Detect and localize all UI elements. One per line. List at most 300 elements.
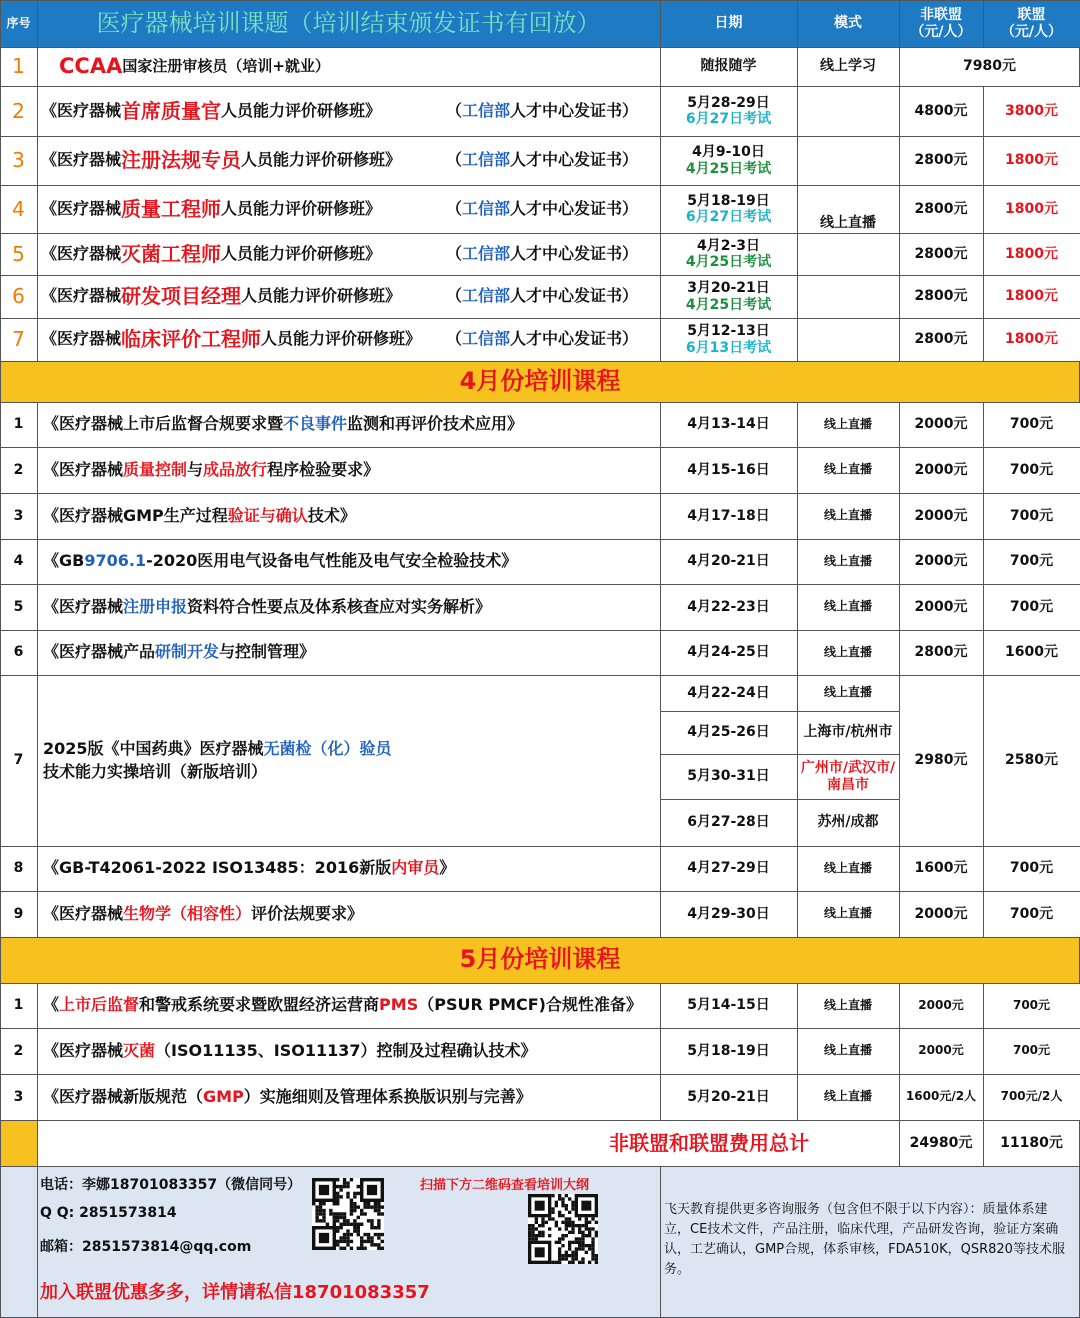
ccaa-date xyxy=(660,47,797,86)
title-part: 《医疗器械 xyxy=(43,459,124,479)
price: 2000元 xyxy=(914,553,968,570)
grid-line xyxy=(983,983,984,1120)
title-part: 》 xyxy=(439,858,456,878)
header-col-nonmember xyxy=(899,0,983,47)
price-nonmember xyxy=(899,185,983,233)
grid-line xyxy=(899,402,900,937)
live-mode-merged xyxy=(797,86,899,361)
row-number xyxy=(0,86,37,136)
course-date xyxy=(660,275,797,318)
mode: 线上直播 xyxy=(823,462,872,477)
session-date xyxy=(660,799,797,846)
date: 5月20-21日 xyxy=(687,1088,770,1105)
header-col-date xyxy=(660,0,797,47)
course-date xyxy=(660,86,797,136)
grid-line xyxy=(0,185,1080,186)
price: 700元 xyxy=(1009,860,1054,877)
course-date xyxy=(660,983,797,1028)
course-date xyxy=(660,447,797,493)
contact-qr-code-icon[interactable] xyxy=(312,1178,384,1250)
date: 4月13-14日 xyxy=(687,416,770,433)
course-mode xyxy=(797,1074,899,1120)
price: 11180元 xyxy=(1000,1134,1063,1151)
price-member xyxy=(983,136,1080,185)
total-spacer xyxy=(0,1120,37,1166)
price-member xyxy=(983,539,1080,584)
date: 4月29-30日 xyxy=(687,905,770,922)
mode: 广州市/武汉市/南昌市 xyxy=(800,760,896,793)
course-title-row7 xyxy=(37,675,660,846)
contact-phone: 电话：李娜18701083357（微信同号） xyxy=(40,1177,302,1193)
date: 5月18-19日 xyxy=(687,192,770,209)
title-highlight: 研发项目经理 xyxy=(121,284,242,308)
row-number xyxy=(0,983,37,1028)
course-title xyxy=(37,630,660,675)
date: 4月9-10日 xyxy=(692,144,765,161)
title-part: 《GB-T42061-2022 ISO13485：2016新版 xyxy=(43,858,392,878)
course-date xyxy=(660,185,797,233)
title-highlight: 临床评价工程师 xyxy=(121,327,262,351)
course-title xyxy=(37,402,660,447)
price: 7980元 xyxy=(963,58,1016,75)
title-part: 技术》 xyxy=(307,505,356,525)
number: 9 xyxy=(13,905,24,922)
price: 1800元 xyxy=(1005,245,1058,262)
grid-line xyxy=(899,47,900,86)
contact-email: 邮箱：2851573814@qq.com xyxy=(40,1239,252,1255)
grid-line xyxy=(660,47,661,86)
date: 4月27-29日 xyxy=(687,860,770,877)
number: 4 xyxy=(13,553,24,570)
title-part: 资料符合性要点及体系核查应对实务解析》 xyxy=(187,596,492,616)
course-title xyxy=(37,1074,660,1120)
course-mode xyxy=(797,402,899,447)
date: 5月14-15日 xyxy=(687,997,770,1014)
price-nonmember xyxy=(899,493,983,539)
price: 700元 xyxy=(1012,1043,1051,1058)
title-prefix: 《医疗器械 xyxy=(41,286,122,306)
title-part: 2025版《中国药典》医疗器械 xyxy=(43,739,264,759)
date: 4月22-23日 xyxy=(687,598,770,615)
title-part: ）实施细则及管理体系换版识别与完善》 xyxy=(243,1086,532,1106)
exam-date: 4月25日考试 xyxy=(685,160,772,177)
grid-line xyxy=(797,86,798,361)
grid-line xyxy=(0,47,1,86)
ccaa-mode xyxy=(797,47,899,86)
title-highlight: 质量工程师 xyxy=(121,196,222,221)
grid-line xyxy=(0,447,1080,448)
price: 700元 xyxy=(1009,598,1054,615)
session-mode xyxy=(797,754,899,799)
grid-line xyxy=(899,983,900,1120)
grid-line xyxy=(0,1028,1080,1029)
row-number xyxy=(0,318,37,361)
session-mode xyxy=(797,675,899,711)
course-mode xyxy=(797,983,899,1028)
course-mode xyxy=(797,630,899,675)
course-title xyxy=(37,846,660,891)
services-text: 飞天教育提供更多咨询服务（包含但不限于以下内容）：质量体系建立，CE技术文件，产品注册，临床代理，产品研发咨询，验证方案确认，工艺确认，GMP合规，体系审核，FDA510K，QSR820等技术服务。 xyxy=(664,1202,1065,1277)
course-date xyxy=(660,1028,797,1074)
title-part: 9706.1 xyxy=(84,551,147,571)
mode: 线上学习 xyxy=(820,58,876,75)
row-number xyxy=(0,1074,37,1120)
title-prefix: 《医疗器械 xyxy=(41,243,122,263)
row-number xyxy=(0,275,37,318)
contact-qq: Q Q: 2851573814 xyxy=(40,1205,177,1221)
title-part: 不良事件 xyxy=(283,414,348,434)
grid-line xyxy=(0,402,1,937)
title-part: 与控制管理》 xyxy=(219,642,316,662)
course-title xyxy=(37,539,660,584)
grid-line xyxy=(899,0,900,47)
grid-line xyxy=(0,983,1,1120)
title-suffix: 人员能力评价研修班》 xyxy=(221,100,382,120)
course-title xyxy=(37,584,660,630)
date: 5月30-31日 xyxy=(687,768,770,785)
price: 2800元 xyxy=(914,288,968,305)
price: 2000元 xyxy=(914,461,968,478)
grid-line xyxy=(660,402,661,937)
course-date xyxy=(660,136,797,185)
title-part: 上市后监督 xyxy=(59,995,140,1015)
number: 2 xyxy=(12,98,25,123)
course-mode xyxy=(797,846,899,891)
mode: 线上直播 xyxy=(823,416,872,431)
number: 3 xyxy=(13,1088,24,1105)
date: 6月27-28日 xyxy=(687,814,770,831)
price: 1800元 xyxy=(1005,152,1058,169)
price-member xyxy=(983,493,1080,539)
grid-line xyxy=(797,0,798,47)
row-number xyxy=(0,47,37,86)
grid-line xyxy=(0,275,1080,276)
cert-text: （ xyxy=(445,100,462,120)
title-part: 《GB xyxy=(43,551,85,571)
cert-text: 人才中心发证书） xyxy=(509,198,638,218)
course-date xyxy=(660,630,797,675)
mode: 线上直播 xyxy=(823,553,872,568)
date: 4月22-24日 xyxy=(687,684,770,701)
session-date xyxy=(660,675,797,711)
price-member xyxy=(983,630,1080,675)
mode: 苏州/成都 xyxy=(817,814,879,831)
price-member xyxy=(983,185,1080,233)
date: 4月24-25日 xyxy=(687,644,770,661)
course-title xyxy=(37,136,660,185)
header-col-mode xyxy=(797,0,899,47)
grid-line xyxy=(0,846,1080,847)
cert-text: 人才中心发证书） xyxy=(509,150,638,170)
number: 1 xyxy=(13,997,24,1014)
price: 2800元 xyxy=(914,152,968,169)
title-part: 《医疗器械 xyxy=(43,903,124,923)
ccaa-title xyxy=(37,47,660,86)
title-part: 《医疗器械 xyxy=(43,596,124,616)
title-prefix: 《医疗器械 xyxy=(41,329,122,349)
title-part: 内审员 xyxy=(391,858,440,878)
course-title xyxy=(37,1028,660,1074)
cert-note xyxy=(446,151,660,169)
title-part: GMP xyxy=(203,1086,244,1106)
session-mode xyxy=(797,799,899,846)
course-mode xyxy=(797,493,899,539)
number: 1 xyxy=(13,416,24,433)
date: 随报随学 xyxy=(700,58,757,75)
syllabus-qr-code-icon[interactable] xyxy=(528,1194,598,1264)
may-section-title xyxy=(0,937,1080,983)
mode: 线上直播 xyxy=(823,644,872,659)
title-suffix: 人员能力评价研修班》 xyxy=(221,243,382,263)
price-member xyxy=(983,275,1080,318)
price-nonmember xyxy=(899,86,983,136)
mode: 线上直播 xyxy=(823,1089,872,1104)
grid-line xyxy=(0,937,1080,938)
mode: 上海市/杭州市 xyxy=(803,724,893,741)
course-date xyxy=(660,318,797,361)
cert-issuer: 工信部 xyxy=(461,198,510,218)
mode: 线上直播 xyxy=(820,215,876,232)
scan-note: 扫描下方二维码查看培训大纲 xyxy=(420,1178,590,1193)
total-member xyxy=(983,1120,1080,1166)
date: 5月28-29日 xyxy=(687,94,770,111)
title-part: （ISO11135、ISO11137）控制及过程确认技术》 xyxy=(155,1040,537,1060)
course-date xyxy=(660,584,797,630)
grid-line xyxy=(0,983,1080,984)
cert-note xyxy=(446,330,660,348)
number: 6 xyxy=(13,644,24,661)
price: 2800元 xyxy=(914,245,968,262)
title-part: 验证与确认 xyxy=(227,505,308,525)
cert-text: 人才中心发证书） xyxy=(509,286,638,306)
price: 700元 xyxy=(1009,416,1054,433)
grid-line xyxy=(37,983,38,1120)
total-nonmember xyxy=(899,1120,983,1166)
course-date xyxy=(660,539,797,584)
title-suffix: 人员能力评价研修班》 xyxy=(241,150,402,170)
mode: 线上直播 xyxy=(823,685,872,700)
footer-spacer xyxy=(0,1166,37,1317)
title-part: 《医疗器械产品 xyxy=(43,642,156,662)
course-title xyxy=(37,493,660,539)
course-title xyxy=(37,185,660,233)
course-date xyxy=(660,402,797,447)
price: 1600元/2人 xyxy=(905,1089,977,1104)
grid-line xyxy=(0,402,1080,403)
header-title xyxy=(37,0,660,47)
price-member xyxy=(983,983,1080,1028)
title-prefix: 《医疗器械 xyxy=(41,100,122,120)
price-member xyxy=(983,846,1080,891)
price-nonmember xyxy=(899,675,983,846)
course-title xyxy=(37,447,660,493)
price-member xyxy=(983,1074,1080,1120)
title-highlight: 无菌检（化）验员 xyxy=(263,739,392,759)
title-part: 研制开发 xyxy=(155,642,220,662)
number: 4 xyxy=(12,196,25,221)
cert-issuer: 工信部 xyxy=(461,286,510,306)
price: 1800元 xyxy=(1005,200,1058,217)
session-mode xyxy=(797,711,899,754)
grid-line xyxy=(0,361,1080,362)
price: 2000元 xyxy=(914,416,968,433)
row-number xyxy=(0,846,37,891)
cert-text: （ xyxy=(445,243,462,263)
price-member xyxy=(983,675,1080,846)
course-mode xyxy=(797,447,899,493)
grid-line xyxy=(37,1166,38,1317)
row-number xyxy=(0,185,37,233)
title-part: 程序检验要求》 xyxy=(267,459,380,479)
price-nonmember xyxy=(899,318,983,361)
total-label xyxy=(37,1120,899,1166)
price-nonmember xyxy=(899,447,983,493)
grid-line xyxy=(0,891,1080,892)
course-date xyxy=(660,233,797,275)
row-number xyxy=(0,891,37,937)
grid-line xyxy=(660,983,661,1120)
title-suffix: 人员能力评价研修班》 xyxy=(241,286,402,306)
course-mode xyxy=(797,1028,899,1074)
course-date xyxy=(660,1074,797,1120)
cert-text: 人才中心发证书） xyxy=(509,243,638,263)
grid-line xyxy=(0,539,1080,540)
number: 2 xyxy=(13,1042,24,1059)
row-number xyxy=(0,493,37,539)
title-part: 灭菌 xyxy=(123,1040,156,1060)
number: 3 xyxy=(12,148,25,172)
row-number xyxy=(0,539,37,584)
title-part: 《医疗器械GMP生产过程 xyxy=(43,505,228,525)
grid-line xyxy=(37,1120,38,1166)
grid-line xyxy=(0,0,1080,1)
number: 7 xyxy=(13,752,24,769)
mode: 线上直播 xyxy=(823,860,872,875)
number: 3 xyxy=(13,507,24,524)
price: 3800元 xyxy=(1005,102,1058,119)
title-part: 监测和再评价技术应用》 xyxy=(347,414,524,434)
price: 1800元 xyxy=(1005,288,1058,305)
cert-issuer: 工信部 xyxy=(461,100,510,120)
grid-line xyxy=(660,0,661,47)
grid-line xyxy=(0,1120,1,1166)
price-member xyxy=(983,1028,1080,1074)
price-nonmember xyxy=(899,136,983,185)
price-member xyxy=(983,891,1080,937)
grid-line xyxy=(37,402,38,937)
title-part: 和警戒系统要求暨欧盟经济运营商 xyxy=(139,995,380,1015)
price: 2000元 xyxy=(918,1043,964,1058)
exam-date: 4月25日考试 xyxy=(685,296,772,313)
price: 700元 xyxy=(1009,507,1054,524)
course-title xyxy=(37,275,660,318)
header-title-text: 医疗器械培训课题（培训结束颁发证书有回放） xyxy=(96,8,601,37)
title-part: 《医疗器械 xyxy=(43,1040,124,1060)
mode: 线上直播 xyxy=(823,997,872,1012)
price: 2000元 xyxy=(914,905,968,922)
grid-line xyxy=(0,86,1,361)
grid-line xyxy=(37,86,38,361)
title-part: 注册申报 xyxy=(123,596,188,616)
exam-date: 6月13日考试 xyxy=(685,339,772,356)
grid-line xyxy=(983,0,984,47)
row-number xyxy=(0,1028,37,1074)
course-mode xyxy=(797,584,899,630)
price: 700元/2人 xyxy=(1000,1089,1063,1104)
section-title: 5月份培训课程 xyxy=(459,945,621,974)
ccaa-name: 国家注册审核员（培训+就业） xyxy=(122,56,330,75)
row7-line2 xyxy=(43,763,267,781)
grid-line xyxy=(0,1074,1080,1075)
course-title xyxy=(37,891,660,937)
cert-issuer: 工信部 xyxy=(461,243,510,263)
grid-line xyxy=(0,361,1,402)
cert-text: （ xyxy=(445,150,462,170)
grid-line xyxy=(0,47,1080,48)
section-title: 4月份培训课程 xyxy=(459,366,621,395)
price-member xyxy=(983,447,1080,493)
price: 700元 xyxy=(1009,905,1054,922)
date: 3月20-21日 xyxy=(687,280,770,297)
date: 4月20-21日 xyxy=(687,553,770,570)
grid-line xyxy=(0,1166,1,1317)
price: 2000元 xyxy=(914,598,968,615)
price-member xyxy=(983,318,1080,361)
row-number xyxy=(0,584,37,630)
number: 7 xyxy=(12,327,25,351)
mode: 线上直播 xyxy=(823,599,872,614)
cert-text: （ xyxy=(445,198,462,218)
cert-text: 人才中心发证书） xyxy=(509,100,638,120)
number: 5 xyxy=(13,598,24,615)
grid-line xyxy=(899,1120,900,1166)
grid-line xyxy=(0,937,1,983)
course-date xyxy=(660,891,797,937)
row-number xyxy=(0,630,37,675)
title-part: 技术能力实操培训（新版培训） xyxy=(43,761,268,781)
number: 1 xyxy=(12,54,25,78)
price-member xyxy=(983,233,1080,275)
row-number xyxy=(0,402,37,447)
price: 2800元 xyxy=(914,331,968,348)
cert-note xyxy=(446,245,660,263)
ccaa-price xyxy=(899,47,1080,86)
grid-line xyxy=(0,675,1080,676)
cert-note xyxy=(446,102,660,120)
cert-issuer: 工信部 xyxy=(461,329,510,349)
title-prefix: 《医疗器械 xyxy=(41,150,122,170)
mode: 线上直播 xyxy=(823,508,872,523)
cert-text: （ xyxy=(445,286,462,306)
april-section-title xyxy=(0,361,1080,402)
header-date: 日期 xyxy=(714,15,743,32)
session-date xyxy=(660,711,797,754)
exam-date: 6月27日考试 xyxy=(685,209,772,225)
title-part: 与 xyxy=(187,459,204,479)
title-highlight: 灭菌工程师 xyxy=(121,241,222,266)
cert-text: （ xyxy=(445,329,462,349)
header-member: 联盟 （元/人） xyxy=(1000,7,1063,40)
title-part: 《医疗器械新版规范（ xyxy=(43,1086,204,1106)
grid-line xyxy=(0,233,1080,234)
course-title xyxy=(37,233,660,275)
title-part: 《医疗器械上市后监督合规要求暨 xyxy=(43,414,284,434)
exam-date: 4月25日考试 xyxy=(685,254,772,270)
grid-line xyxy=(660,1166,661,1317)
price: 4800元 xyxy=(914,102,968,119)
price: 2800元 xyxy=(914,644,968,661)
session-date xyxy=(660,754,797,799)
